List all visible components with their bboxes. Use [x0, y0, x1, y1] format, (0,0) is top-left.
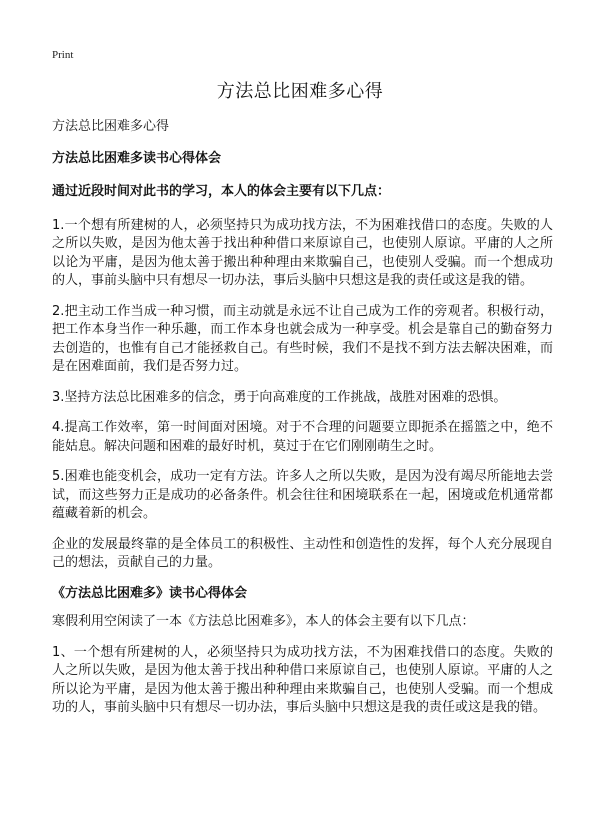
intro-heading: 通过近段时间对此书的学习，本人的体会主要有以下几点： — [52, 184, 391, 199]
paragraph-point-2: 2.把主动工作当成一种习惯，而主动就是永远不让自己成为工作的旁观者。积极行动，把工作本身当作一种乐趣，而工作本身也就会成为一种享受。机会是靠自己的勤奋努力去创造的，也惟有自己才能拯救自己。有些时候，我们不是找不到方法去解决困难，而是在困难面前，我们是否努力过。 — [52, 303, 553, 374]
print-label: Print — [52, 49, 74, 61]
paragraph-point-1-second: 1、一个想有所建树的人，必须坚持只为成功找方法，不为困难找借口的态度。失败的人之所以失败，是因为他太善于找出种种借口来原谅自己，也使别人原谅。平庸的人之所以论为平庸，是因为他太善于搬出种种理由来欺骗自己，也使别人受骗。而一个想成功的人，事前头脑中只有想尽一切办法，事后头脑中只想这是我的责任或这是我的错。 — [52, 644, 553, 715]
subtitle-line: 方法总比困难多心得 — [52, 119, 170, 134]
page-title: 方法总比困难多心得 — [216, 81, 384, 102]
paragraph-point-3: 3.坚持方法总比困难多的信念，勇于向高难度的工作挑战，战胜对困难的恐惧。 — [52, 389, 507, 405]
paragraph-point-1: 1.一个想有所建树的人，必须坚持只为成功找方法，不为困难找借口的态度。失败的人之所以失败，是因为他太善于找出种种借口来原谅自己，也使别人原谅。平庸的人之所以论为平庸，是因为他太善于搬出种种理由来欺骗自己，也使别人受骗。而一个想成功的人，事前头脑中只有想尽一切办法，事后头脑中只想这是我的责任或这是我的错。 — [52, 217, 553, 288]
paragraph-summary: 企业的发展最终靠的是全体员工的积极性、主动性和创造性的发挥，每个人充分展现自己的想法，贡献自己的力量。 — [52, 536, 553, 570]
paragraph-intro-second: 寒假利用空闲读了一本《方法总比困难多》，本人的体会主要有以下几点： — [52, 614, 475, 629]
paragraph-point-5: 5.困难也能变机会，成功一定有方法。许多人之所以失败，是因为没有竭尽所能地去尝试，而这些努力正是成功的必备条件。机会往往和困境联系在一起，困境或危机通常都蕴藏着新的机会。 — [52, 469, 553, 521]
paragraph-point-4: 4.提高工作效率，第一时间面对困境。对于不合理的问题要立即扼杀在摇篮之中，绝不能姑息。解决问题和困难的最好时机，莫过于在它们刚刚萌生之时。 — [52, 420, 553, 454]
section-heading-second: 《方法总比困难多》读书心得体会 — [52, 585, 248, 601]
section-heading: 方法总比困难多读书心得体会 — [52, 150, 222, 166]
document-body — [52, 118, 553, 730]
